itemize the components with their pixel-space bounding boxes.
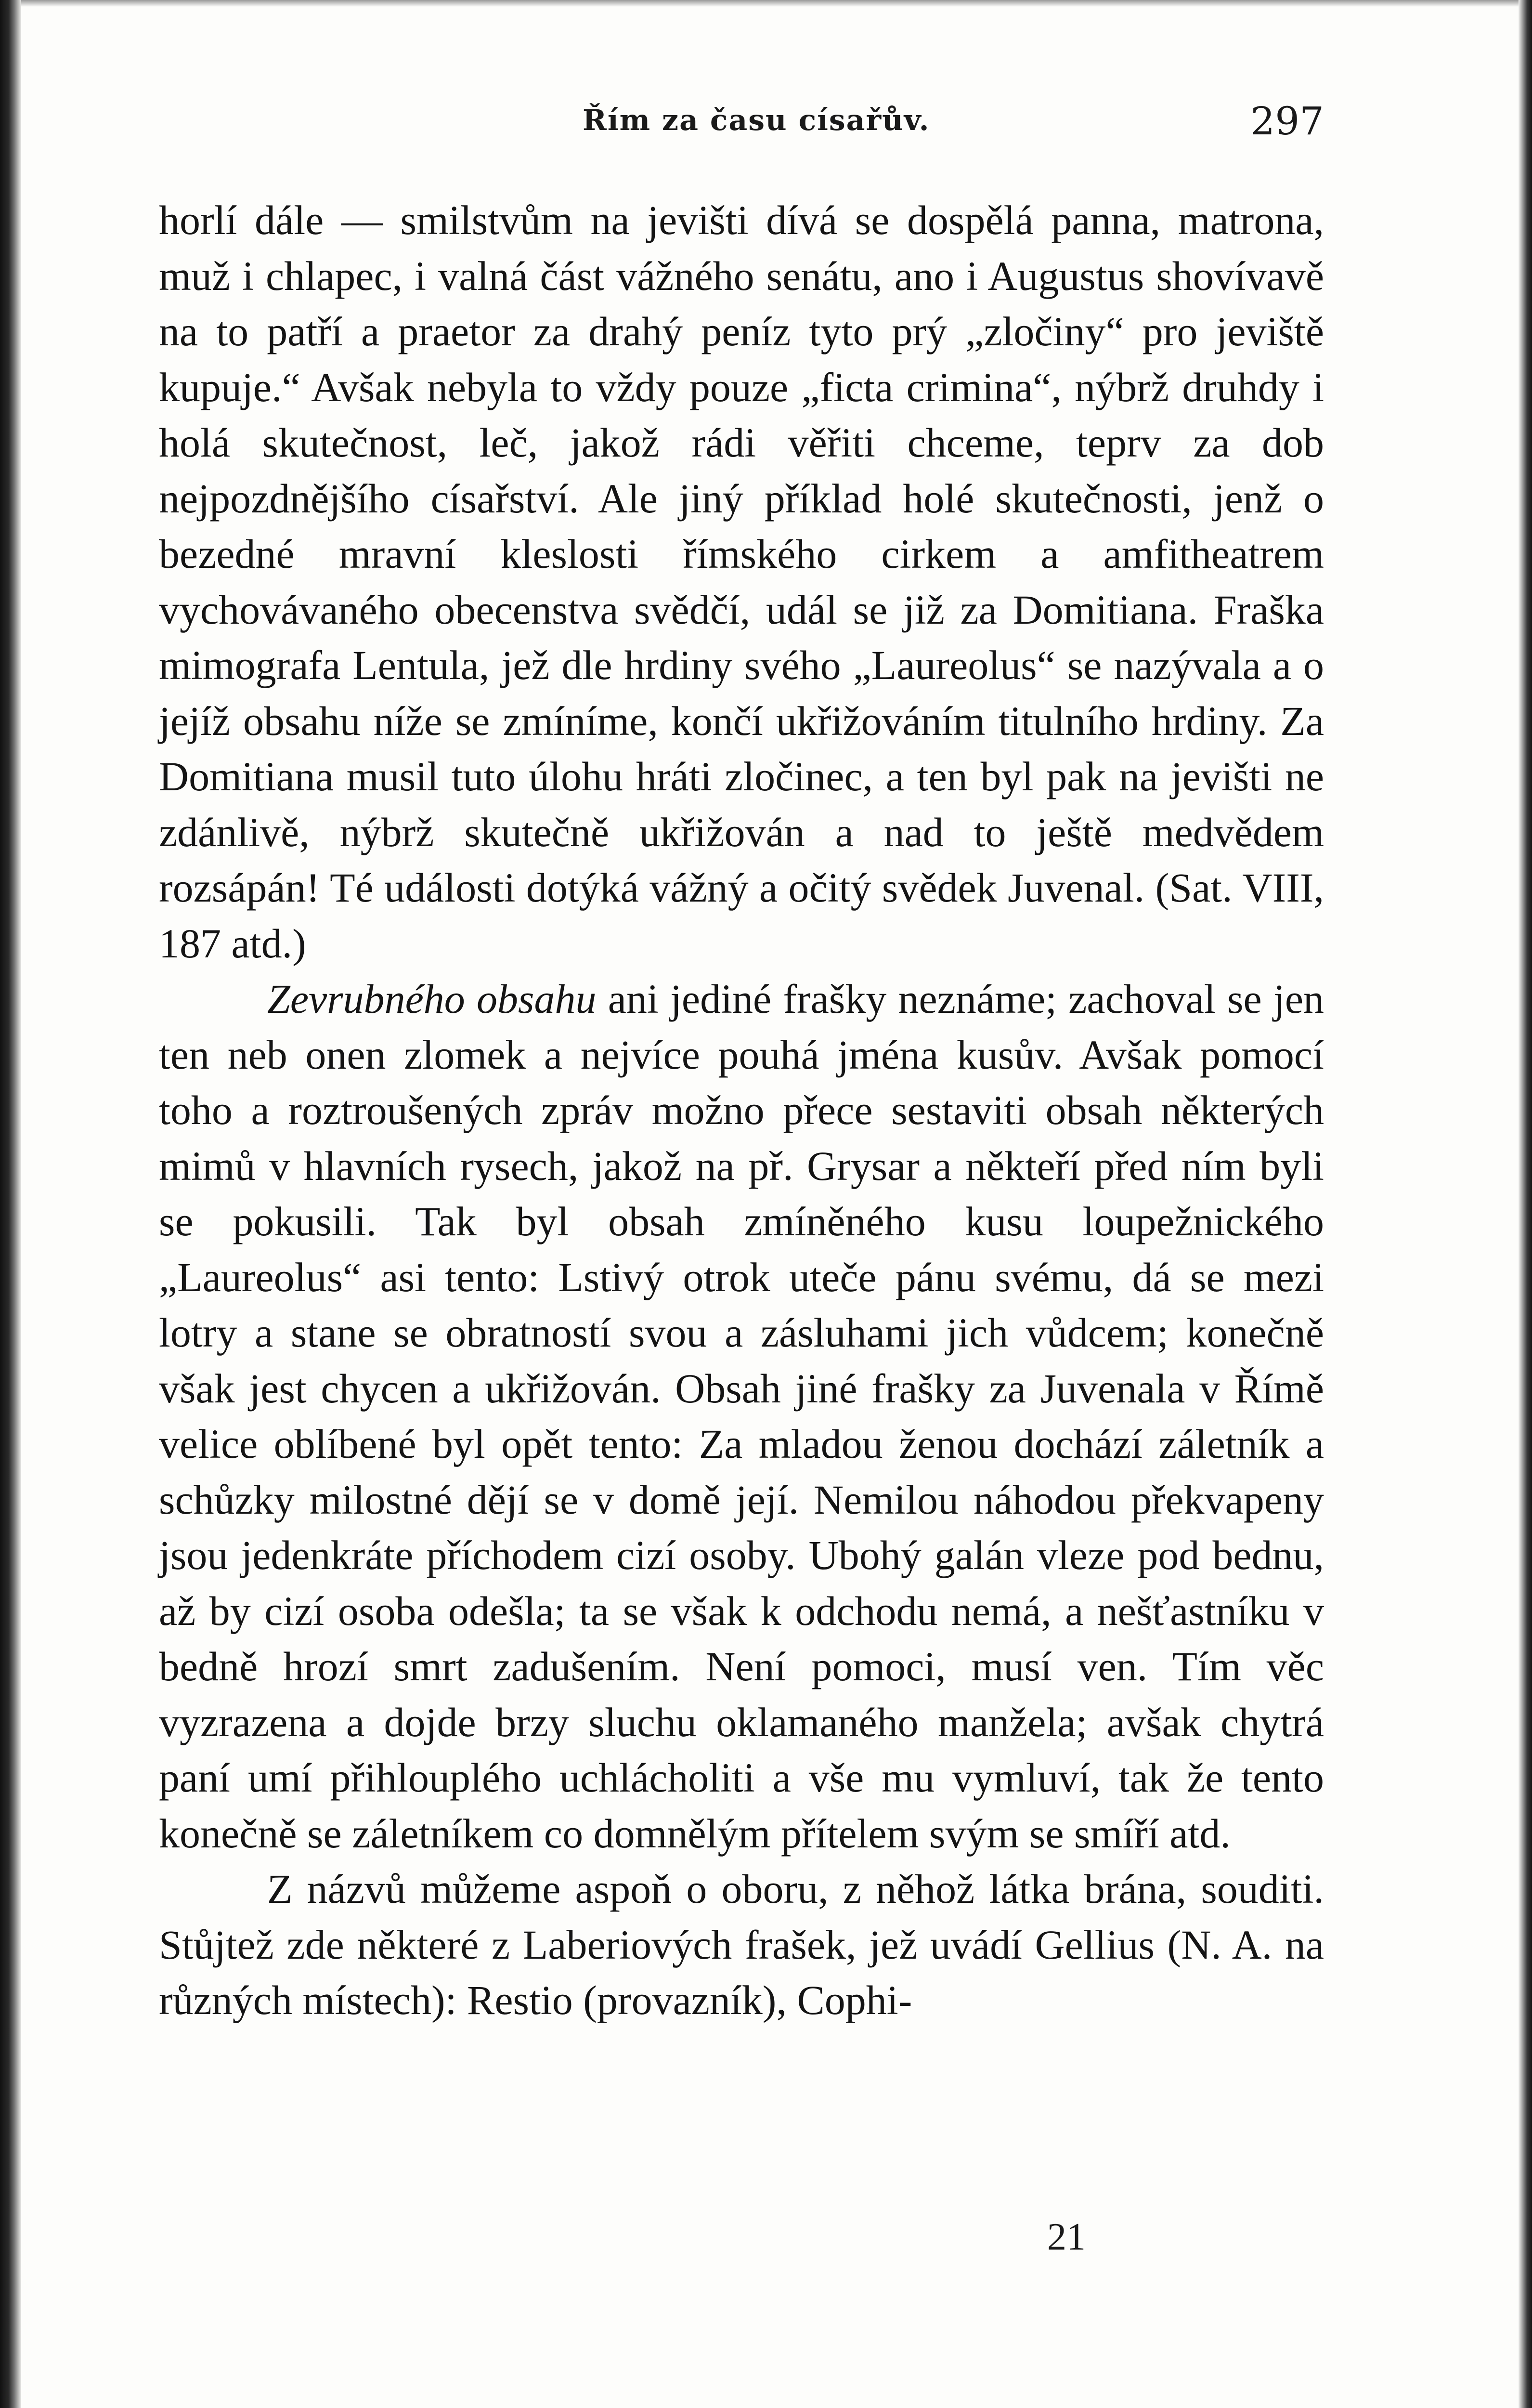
- running-title: Řím za času císařův.: [583, 104, 930, 137]
- page-top-shadow: [0, 0, 1532, 7]
- page-number: 297: [1250, 99, 1324, 144]
- page-left-binding-edge: [0, 0, 21, 2408]
- page-right-edge: [1519, 0, 1532, 2408]
- paragraph-2-text: ani jediné frašky neznáme; zachoval se jen ten neb onen zlomek a nejvíce pouhá jména kusův. Avšak pomocí toho a roztroušených zpráv možno přece sestaviti obsah některých mimů v hlavních rysech, jakož na př. Grysar a někteří před ním byli se pokusili. Tak byl obsah zmíněného kusu loupežnického „Laureolus“ asi tento: Lstivý otrok uteče pánu svému, dá se mezi lotry a stane se obratností svou a zásluhami jich vůdcem; konečně však jest chycen a ukřižován. Obsah jiné frašky za Juvenala v Římě velice oblíbené byl opět tento: Za mladou ženou dochází záletník a schůzky milostné dějí se v domě její. Nemilou náhodou překvapeny jsou jedenkráte příchodem cizí osoby. Ubohý galán vleze pod bednu, až by cizí osoba odešla; ta se však k odchodu nemá, a nešťastníku v bedně hrozí smrt zadušením. Není pomoci, musí ven. Tím věc vyzrazena a dojde brzy sluchu oklamaného manžela; avšak chytrá paní umí přihlouplého uchlácholiti a vše mu vymluví, tak že tento konečně se záletníkem co domnělým přítelem svým se smíří atd.: [159, 976, 1324, 1857]
- page-header: [159, 99, 1324, 152]
- paragraph-1: horlí dále — smilstvům na jevišti dívá se dospělá panna, matrona, muž i chlapec, i valná část vážného senátu, ano i Augustus shovívavě na to patří a praetor za drahý peníz tyto prý „zločiny“ pro jeviště kupuje.“ Avšak nebyla to vždy pouze „ficta crimina“, nýbrž druhdy i holá skutečnost, leč, jakož rádi věřiti chceme, teprv za dob nejpozdnějšího císařství. Ale jiný příklad holé skutečnosti, jenž o bezedné mravní kleslosti římského cirkem a amfitheatrem vychovávaného obecenstva svědčí, udál se již za Domitiana. Fraška mimografa Lentula, jež dle hrdiny svého „Laureolus“ se nazývala a o jejíž obsahu níže se zmíníme, končí ukřižováním titulního hrdiny. Za Domitiana musil tuto úlohu hráti zločinec, a ten byl pak na jevišti ne zdánlivě, nýbrž skutečně ukřižován a nad to ještě medvědem rozsápán! Té události dotýká vážný a očitý svědek Juvenal. (Sat. VIII, 187 atd.): [159, 197, 1324, 967]
- printer-signature-mark: 21: [1047, 2216, 1086, 2258]
- body-text: [159, 193, 1324, 2028]
- paragraph-2: [159, 971, 1324, 1861]
- paragraph-3: Z názvů můžeme aspoň o oboru, z něhož látka brána, souditi. Stůjtež zde některé z Laberiových frašek, jež uvádí Gellius (N. A. na různých místech): Restio (provazník), Cophi-: [159, 1866, 1324, 2023]
- emphasis-zevrubneho-obsahu: Zevrubného obsahu: [267, 976, 597, 1022]
